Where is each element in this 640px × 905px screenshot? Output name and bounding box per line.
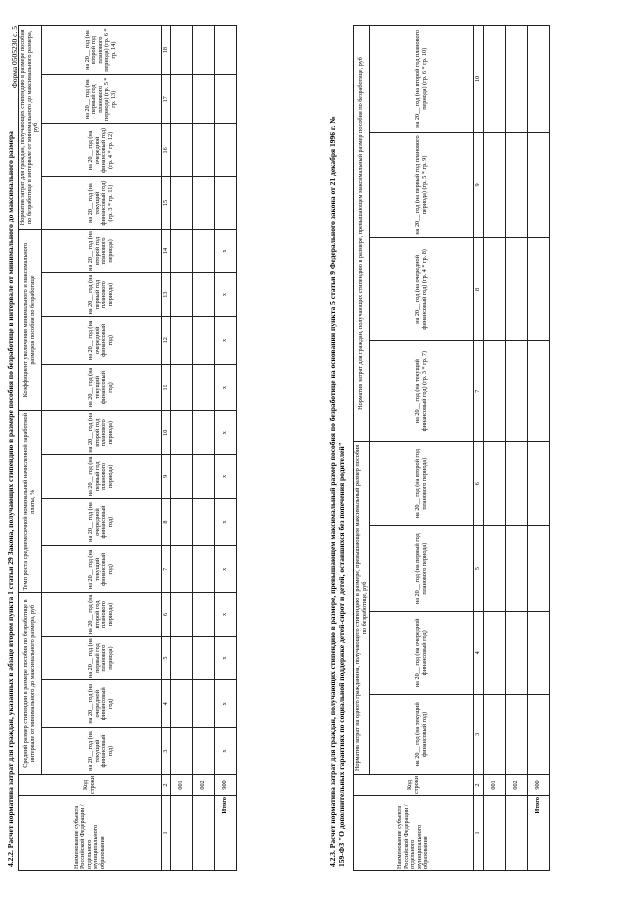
col-number: 1 — [161, 796, 171, 871]
form-number: Форма 0505230 с. 5 — [10, 26, 19, 89]
row-code: 001 — [171, 774, 193, 795]
row-name[interactable] — [483, 796, 505, 871]
row-name[interactable] — [505, 796, 527, 871]
cell[interactable] — [193, 411, 215, 455]
cell[interactable] — [193, 124, 215, 177]
section-422-title: 4.2.2. Расчет норматива затрат для граждан, указанных в абзаце втором пункта 1 статьи 29 Закона, получающих стипендию в размере пособия по безработице в интервале от минимального до максимального размера — [6, 131, 15, 867]
cell[interactable] — [483, 341, 505, 441]
total-label: Итого — [215, 796, 237, 871]
row-name[interactable] — [193, 796, 215, 871]
cell[interactable] — [193, 75, 215, 124]
cell[interactable] — [527, 441, 549, 526]
header-col-9: на 20__ год (на первый год планового периода) — [41, 455, 161, 499]
cell[interactable] — [483, 441, 505, 526]
header-col-6: на 20__ год (на второй год планового периода) — [370, 441, 474, 526]
header-col-6: на 20__ год (на второй год планового периода) — [41, 593, 161, 637]
x-cell: x — [215, 593, 237, 637]
table-423 — [353, 25, 550, 871]
cell[interactable] — [527, 132, 549, 238]
x-cell: x — [215, 728, 237, 775]
header-group-b: Норматив затрат для граждан, получающих стипендию в размере, превышающем максимальный размер пособия по безработице, руб — [354, 26, 370, 442]
header-col-9: на 20__ год (на первый год планового периода) (гр. 5 * гр. 9) — [370, 132, 474, 238]
cell[interactable] — [171, 75, 193, 124]
header-col-13: на 20__ год (на первый год планового периода) — [41, 273, 161, 317]
cell[interactable] — [483, 132, 505, 238]
col-number: 18 — [161, 26, 171, 75]
row-code: 002 — [193, 774, 215, 795]
cell[interactable] — [193, 455, 215, 499]
cell[interactable] — [193, 364, 215, 411]
header-col-18: на 20__ год (на второй год планового периода) (гр. 6 * гр. 14) — [41, 26, 161, 75]
cell[interactable] — [171, 680, 193, 728]
header-col-7: на 20__ год (на текущий финансовый год) (гр. 3 * гр. 7) — [370, 341, 474, 441]
x-cell: x — [215, 411, 237, 455]
col-number: 10 — [161, 411, 171, 455]
cell[interactable] — [527, 526, 549, 611]
col-number: 2 — [474, 774, 484, 795]
col-number: 1 — [474, 796, 484, 871]
cell[interactable] — [171, 124, 193, 177]
header-col-8: на 20__ год (на очередной финансовый год) (гр. 4 * гр. 8) — [370, 238, 474, 341]
col-number: 16 — [161, 124, 171, 177]
table-row — [505, 26, 527, 871]
cell[interactable] — [505, 526, 527, 611]
cell[interactable] — [193, 680, 215, 728]
cell[interactable] — [215, 26, 237, 75]
cell[interactable] — [193, 728, 215, 775]
header-col-15: на 20__ год (на текущий финансовый год) (гр. 3 * гр. 11) — [41, 177, 161, 229]
header-avg-group: Средний размер стипендии в размере пособия по безработице в интервале от минимального до максимального размера, руб — [19, 593, 42, 775]
cell[interactable] — [505, 611, 527, 694]
col-number: 15 — [161, 177, 171, 229]
col-number: 3 — [161, 728, 171, 775]
cell[interactable] — [215, 75, 237, 124]
col-number: 17 — [161, 75, 171, 124]
col-number: 4 — [474, 611, 484, 694]
total-row — [527, 26, 549, 871]
cell[interactable] — [527, 26, 549, 133]
header-code: Код строки — [354, 774, 474, 795]
header-col-10: на 20__ год (на второй год планового периода) (гр. 6 * гр. 10) — [370, 26, 474, 133]
col-number: 2 — [161, 774, 171, 795]
cell[interactable] — [505, 694, 527, 774]
cell[interactable] — [171, 728, 193, 775]
header-code: Код строки — [19, 774, 162, 795]
total-label: Итого — [527, 796, 549, 871]
cell[interactable] — [193, 636, 215, 680]
table-row — [483, 26, 505, 871]
column-number-row — [474, 26, 484, 871]
table-422 — [18, 25, 237, 871]
col-number: 4 — [161, 680, 171, 728]
header-col-3: на 20__ год (на текущий финансовый год) — [41, 728, 161, 775]
row-name[interactable] — [171, 796, 193, 871]
cell[interactable] — [527, 341, 549, 441]
cell[interactable] — [171, 273, 193, 317]
cell[interactable] — [505, 441, 527, 526]
cell[interactable] — [527, 694, 549, 774]
x-cell: x — [215, 229, 237, 273]
col-number: 9 — [161, 455, 171, 499]
x-cell: x — [215, 680, 237, 728]
cell[interactable] — [215, 177, 237, 229]
cell[interactable] — [171, 455, 193, 499]
cell[interactable] — [483, 26, 505, 133]
table-row — [171, 26, 193, 871]
x-cell: x — [215, 317, 237, 365]
cell[interactable] — [527, 611, 549, 694]
header-col-16: на 20__ год (на очередной финансовый год) (гр. 4 * гр. 12) — [41, 124, 161, 177]
header-col-8: на 20__ год (на очередной финансовый год) — [41, 498, 161, 546]
header-col-11: на 20__ год (на текущий финансовый год) — [41, 364, 161, 411]
cell[interactable] — [505, 132, 527, 238]
col-number: 9 — [474, 132, 484, 238]
cell[interactable] — [171, 229, 193, 273]
table-row — [193, 26, 215, 871]
row-code: 002 — [505, 774, 527, 795]
cell[interactable] — [483, 611, 505, 694]
cell[interactable] — [171, 26, 193, 75]
x-cell: x — [215, 636, 237, 680]
col-number: 13 — [161, 273, 171, 317]
cell[interactable] — [215, 124, 237, 177]
column-number-row — [161, 26, 171, 871]
col-number: 6 — [161, 593, 171, 637]
cell[interactable] — [171, 364, 193, 411]
col-number: 10 — [474, 26, 484, 133]
header-col-10: на 20__ год (на второй год планового периода) — [41, 411, 161, 455]
cell[interactable] — [171, 317, 193, 365]
col-number: 5 — [474, 526, 484, 611]
col-number: 11 — [161, 364, 171, 411]
col-number: 7 — [474, 341, 484, 441]
header-growth-group: Темп роста среднемесячной номинальной начисленной заработной платы, % — [19, 411, 42, 593]
col-number: 7 — [161, 546, 171, 593]
header-col-14: на 20__ год (на второй год планового периода) — [41, 229, 161, 273]
cell[interactable] — [505, 238, 527, 341]
cell[interactable] — [193, 498, 215, 546]
header-col-4: на 20__ год (на очередной финансовый год) — [41, 680, 161, 728]
x-cell: x — [215, 455, 237, 499]
col-number: 5 — [161, 636, 171, 680]
cell[interactable] — [171, 411, 193, 455]
header-col-7: на 20__ год (на текущий финансовый год) — [41, 546, 161, 593]
cell[interactable] — [171, 593, 193, 637]
total-row — [215, 26, 237, 871]
col-number: 14 — [161, 229, 171, 273]
cell[interactable] — [171, 546, 193, 593]
total-code: 900 — [215, 774, 237, 795]
cell[interactable] — [171, 636, 193, 680]
header-norm-group: Норматив затрат для граждан, получающих стипендию в размере пособия по безработице в интервале от минимального до максимального размера, руб — [19, 26, 42, 230]
cell[interactable] — [171, 498, 193, 546]
cell[interactable] — [193, 593, 215, 637]
cell[interactable] — [505, 26, 527, 133]
header-col-5: на 20__ год (на первый год планового периода) — [370, 526, 474, 611]
cell[interactable] — [193, 546, 215, 593]
cell[interactable] — [483, 694, 505, 774]
x-cell: x — [215, 364, 237, 411]
header-col-12: на 20__ год (на очередной финансовый год) — [41, 317, 161, 365]
x-cell: x — [215, 498, 237, 546]
cell[interactable] — [483, 526, 505, 611]
header-group-a: Норматив затрат на одного гражданина, получающего стипендию в размере, превышающем максимальный размер пособия по безработице, руб — [354, 441, 370, 774]
cell[interactable] — [171, 177, 193, 229]
cell[interactable] — [505, 341, 527, 441]
x-cell: x — [215, 546, 237, 593]
header-col-17: на 20__ год (на первый год планового периода) (гр. 5 * гр. 13) — [41, 75, 161, 124]
header-col-3: на 20__ год (на текущий финансовый год) — [370, 694, 474, 774]
col-number: 12 — [161, 317, 171, 365]
total-code: 900 — [527, 774, 549, 795]
col-number: 6 — [474, 441, 484, 526]
header-col-4: на 20__ год (на очередной финансовый год) — [370, 611, 474, 694]
x-cell: x — [215, 273, 237, 317]
header-name: Наименование субъекта Российской Федерации / отдельного муниципального образования — [354, 796, 474, 871]
cell[interactable] — [193, 177, 215, 229]
cell[interactable] — [193, 229, 215, 273]
section-423-title: 4.2.3. Расчет норматива затрат для граждан, получающих стипендию в размере, превышающем максимальный размер пособия по безработице на основании пункта 5 статьи 9 Федерального закона от 21 декабря 1996 г. № 159-ФЗ "О дополнительных гарантиях по социальной поддержке детей-сирот и детей, оставшихся без попечения родителей" — [328, 116, 346, 867]
col-number: 8 — [161, 498, 171, 546]
cell[interactable] — [193, 26, 215, 75]
cell[interactable] — [193, 317, 215, 365]
cell[interactable] — [527, 238, 549, 341]
cell[interactable] — [193, 273, 215, 317]
col-number: 3 — [474, 694, 484, 774]
header-coef-group: Коэффициент увеличения минимального и максимального размеров пособия по безработице — [19, 229, 42, 411]
cell[interactable] — [483, 238, 505, 341]
header-col-5: на 20__ год (на первый год планового периода) — [41, 636, 161, 680]
col-number: 8 — [474, 238, 484, 341]
row-code: 001 — [483, 774, 505, 795]
header-name: Наименование субъекта Российской Федерации / отдельного муниципального образования — [19, 796, 162, 871]
